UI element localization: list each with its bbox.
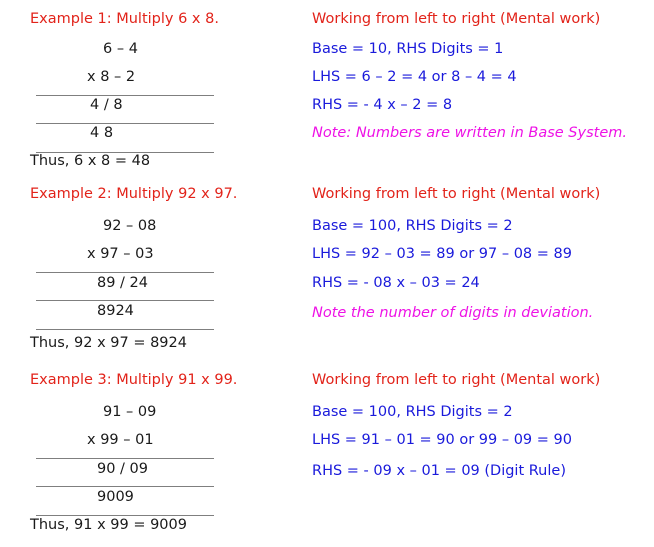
example-3-calc-row1: 91 – 09 [103, 404, 157, 420]
example-2-conclusion: Thus, 92 x 97 = 8924 [30, 335, 187, 351]
example-2-divider-2 [36, 300, 214, 301]
example-1-note: Note: Numbers are written in Base System. [312, 125, 627, 141]
example-2-divider-3 [36, 329, 214, 330]
example-3-working-line3: RHS = - 09 x – 01 = 09 (Digit Rule) [312, 463, 566, 479]
example-3-calc-row4: 9009 [97, 489, 134, 505]
example-3-calc-row3: 90 / 09 [97, 461, 149, 477]
example-3-calc-row2: x 99 – 01 [87, 432, 154, 448]
example-1-calc-row4: 4 8 [90, 125, 114, 141]
example-2-title: Example 2: Multiply 92 x 97. [30, 186, 238, 202]
example-1-working-heading: Working from left to right (Mental work) [312, 11, 601, 27]
example-2-calc-row4: 8924 [97, 303, 134, 319]
example-1-title: Example 1: Multiply 6 x 8. [30, 11, 219, 27]
example-2-working-heading: Working from left to right (Mental work) [312, 186, 601, 202]
example-2-working-line3: RHS = - 08 x – 03 = 24 [312, 275, 480, 291]
example-1-working-line1: Base = 10, RHS Digits = 1 [312, 41, 504, 57]
example-2-calc-row3: 89 / 24 [97, 275, 149, 291]
example-3-working-line2: LHS = 91 – 01 = 90 or 99 – 09 = 90 [312, 432, 572, 448]
example-3-divider-1 [36, 458, 214, 459]
example-2-calc-row1: 92 – 08 [103, 218, 157, 234]
example-1-divider-2 [36, 123, 214, 124]
example-1-working-line3: RHS = - 4 x – 2 = 8 [312, 97, 453, 113]
example-1-calc-row1: 6 – 4 [103, 41, 138, 57]
example-3-working-line1: Base = 100, RHS Digits = 2 [312, 404, 513, 420]
example-3-working-heading: Working from left to right (Mental work) [312, 372, 601, 388]
example-2-calc-row2: x 97 – 03 [87, 246, 154, 262]
example-3-divider-2 [36, 486, 214, 487]
example-2-working-line1: Base = 100, RHS Digits = 2 [312, 218, 513, 234]
example-2-note: Note the number of digits in deviation. [312, 305, 594, 321]
example-1-conclusion: Thus, 6 x 8 = 48 [30, 153, 151, 169]
example-2-working-line2: LHS = 92 – 03 = 89 or 97 – 08 = 89 [312, 246, 572, 262]
example-3-title: Example 3: Multiply 91 x 99. [30, 372, 238, 388]
example-3-conclusion: Thus, 91 x 99 = 9009 [30, 517, 187, 533]
example-2-divider-1 [36, 272, 214, 273]
example-1-calc-row3: 4 / 8 [90, 97, 123, 113]
example-1-divider-1 [36, 95, 214, 96]
example-1-working-line2: LHS = 6 – 2 = 4 or 8 – 4 = 4 [312, 69, 517, 85]
example-1-calc-row2: x 8 – 2 [87, 69, 136, 85]
